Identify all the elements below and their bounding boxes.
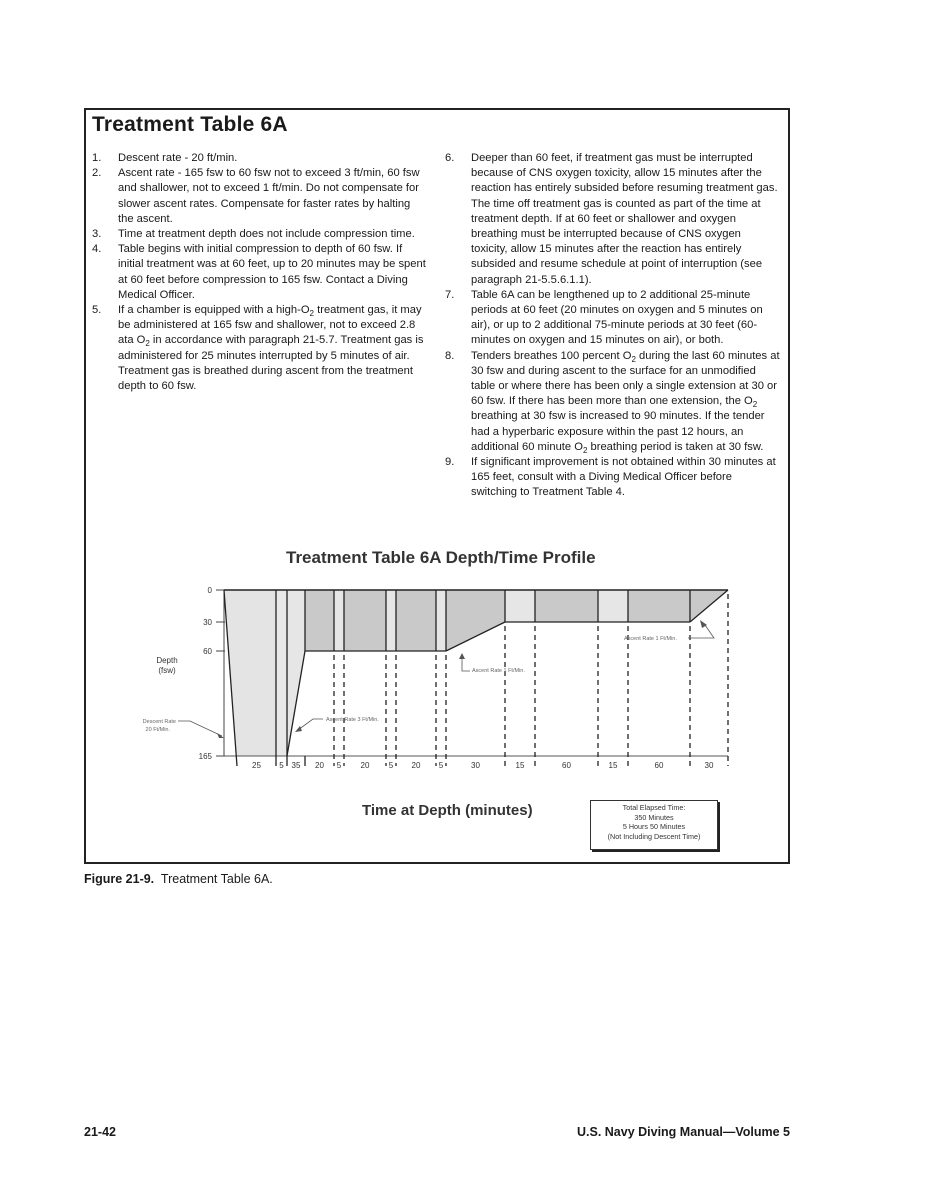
note-number: 4. xyxy=(92,243,102,256)
note-number: 9. xyxy=(445,456,455,469)
segment-label: 20 xyxy=(360,761,370,770)
segment-label: 5 xyxy=(279,761,284,770)
figure-caption-text: Treatment Table 6A. xyxy=(160,872,273,886)
y-axis-label: Depth xyxy=(156,656,178,665)
page-number: 21-42 xyxy=(84,1125,116,1139)
note-text: If significant improvement is not obtained within 30 minutes at 165 feet, consult with a Diving Medical Officer before switching to Treatment Table 4. xyxy=(471,456,776,499)
note-text: If a chamber is equipped with a high-$O_2$ treatment gas, it may be administered at 165 fsw and shallower, not to exceed 2.8 ata $O_2$ in accordance with paragraph 21-5.7. Treatment gas is administered for 25 minutes interrupted by 5 minutes of air. Treatment gas is breathed during ascent from the treatment depth to 60 fsw. xyxy=(118,304,424,393)
descent-rate-annotation: Descent Rate xyxy=(142,719,176,725)
total-box-line2: 350 Minutes xyxy=(634,812,674,822)
note-number: 6. xyxy=(445,152,455,164)
note-text: Table 6A can be lengthened up to 2 additional 25-minute periods at 60 feet (20 minutes on oxygen and 5 minutes on air), or up to 2 additional 75-minute periods at 30 feet (60-minutes on oxygen and 15 minutes on air), or both. xyxy=(471,288,763,347)
segment-label: 20 xyxy=(315,761,324,770)
note-text: Tenders breathes 100 percent $O_2$ during the last 60 minutes at 30 fsw and during ascent to the surface for an unmodified table or where there has been only a single extension at 30 or 60 fsw. If there has been more than one extension, the $O_2$ breathing at 30 fsw is increased to 90 minutes. If the tender had a hyperbaric exposure within the past 12 hours, an additional 60 minute $O_2$ breathing period is taken at 30 fsw. xyxy=(471,349,780,455)
note-number: 5. xyxy=(92,304,102,317)
descent-rate-annotation-value: 20 Ft/Min. xyxy=(145,727,170,733)
chart-title: Treatment Table 6A Depth/Time Profile xyxy=(286,548,596,567)
y-tick-30: 30 xyxy=(203,618,212,627)
y-axis-label-unit: (fsw) xyxy=(158,666,176,675)
note-number: 2. xyxy=(92,167,102,180)
ascent-rate-3-annotation: Ascent Rate 3 Ft/Min. xyxy=(326,717,379,723)
segment-label: 60 xyxy=(562,761,571,770)
total-box-line4: (Not Including Descent Time) xyxy=(607,831,701,841)
note-text: Ascent rate - 165 fsw to 60 fsw not to exceed 3 ft/min, 60 fsw and shallower, not to exceed 1 ft/min. Do not compensate for slower ascent rates. Compensate for faster rates by halting the ascent. xyxy=(118,167,420,225)
figure-caption xyxy=(84,872,273,886)
segment-label: 15 xyxy=(515,761,525,770)
segment-label: 25 xyxy=(252,761,261,770)
total-box-line1: Total Elapsed Time: xyxy=(622,803,686,812)
ascent-rate-1-annotation-b: Ascent Rate 1 Ft/Min. xyxy=(624,636,677,642)
note-text: Deeper than 60 feet, if treatment gas must be interrupted because of CNS oxygen toxicity, allow 15 minutes after the reaction has entirely subsided before resuming treatment gas. The time off treatment gas is counted as part of the time at treatment depth. If at 60 feet or shallower and oxygen breathing must be interrupted because of CNS oxygen toxicity, allow 15 minutes after the reaction has entirely subsided and resume schedule at point of interruption (see paragraph 21-5.5.6.1.1). xyxy=(471,152,778,286)
total-box-line3: 5 Hours 50 Minutes xyxy=(622,822,686,832)
note-text: Time at treatment depth does not include compression time. xyxy=(118,228,415,241)
running-footer: U.S. Navy Diving Manual—Volume 5 xyxy=(576,1125,790,1139)
segment-label: 5 xyxy=(438,761,444,770)
segment-label: 5 xyxy=(388,761,394,770)
segment-label: 5 xyxy=(336,761,342,770)
figure-caption-label: Figure 21-9. xyxy=(84,872,155,886)
segment-label: 60 xyxy=(654,761,664,770)
segment-duration-labels xyxy=(252,761,714,770)
box-title: Treatment Table 6A xyxy=(92,113,288,136)
note-number: 1. xyxy=(92,152,102,164)
segment-label: 20 xyxy=(411,761,421,770)
note-number: 3. xyxy=(92,228,102,241)
segment-label: 30 xyxy=(471,761,480,770)
note-text: Table begins with initial compression to depth of 60 fsw. If initial treatment was at 60 feet, up to 20 minutes may be spent at 60 feet before compression to 165 fsw. Contact a Diving Medical Officer. xyxy=(118,243,426,301)
total-elapsed-time-box xyxy=(590,800,718,850)
segment-label: 30 xyxy=(704,761,714,770)
note-number: 7. xyxy=(445,288,455,301)
x-axis-label: Time at Depth (minutes) xyxy=(362,802,533,819)
y-tick-165: 165 xyxy=(198,752,212,761)
y-tick-60: 60 xyxy=(203,647,212,656)
segment-label: 35 xyxy=(291,761,301,770)
note-text: Descent rate - 20 ft/min. xyxy=(118,152,238,164)
y-tick-0: 0 xyxy=(207,586,212,595)
ascent-rate-1-annotation-a: Ascent Rate 1 Ft/Min. xyxy=(472,668,525,674)
segment-label: 15 xyxy=(608,761,618,770)
note-number: 8. xyxy=(445,349,455,362)
